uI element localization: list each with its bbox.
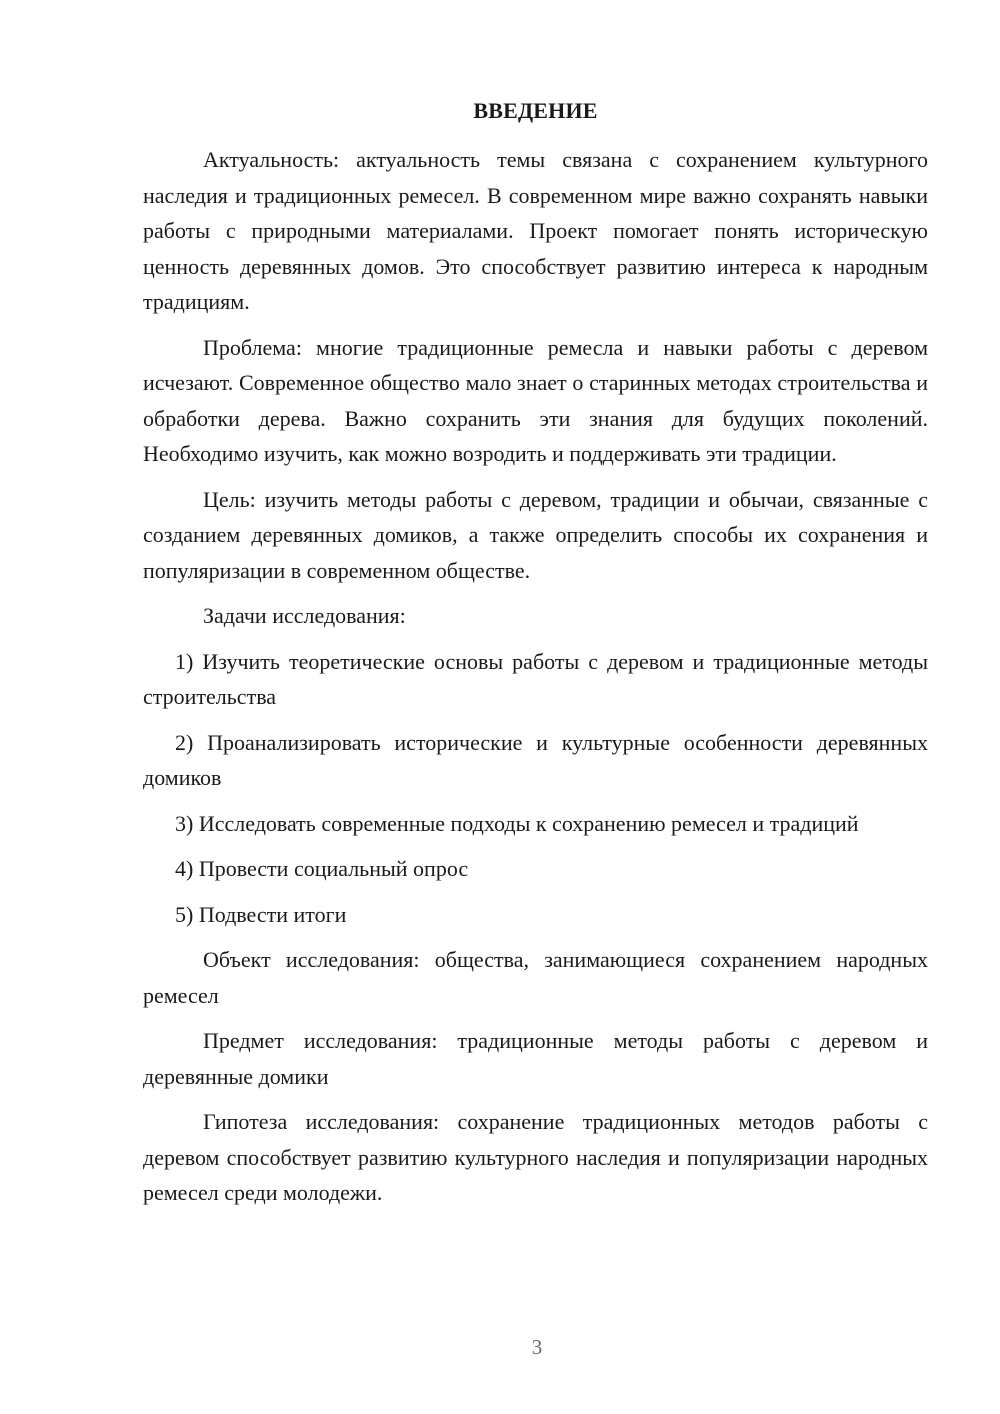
task-item-4: 4) Провести социальный опрос <box>175 856 469 881</box>
paragraph-hypothesis: Гипотеза исследования: сохранение традиционных методов работы с деревом способствует развитию культурного наследия и популяризации народных ремесел среди молодежи. <box>143 1109 928 1205</box>
task-item-1: 1) Изучить теоретические основы работы с деревом и традиционные методы строительства <box>143 648 928 709</box>
page-number <box>143 1333 928 1361</box>
page-number-text: 3 <box>531 1335 543 1359</box>
task-item-3: 3) Исследовать современные подходы к сохранению ремесел и традиций <box>175 810 859 836</box>
paragraph-problem: Проблема: многие традиционные ремесла и навыки работы с деревом исчезают. Современное общество мало знает о старинных методах строительства и обработки дерева. Важно сохранить эти знания для будущих поколений. Необходимо изучить, как можно возродить и поддерживать эти традиции. <box>143 334 928 466</box>
section-title: ВВЕДЕНИЕ <box>473 98 598 123</box>
paragraph-object: Объект исследования: общества, занимающиеся сохранением народных ремесел <box>143 947 928 1008</box>
task-item-2: 2) Проанализировать исторические и культурные особенности деревянных домиков <box>143 729 928 790</box>
paragraph-relevance: Актуальность: актуальность темы связана с сохранением культурного наследия и традиционных ремесел. В современном мире важно сохранять навыки работы с природными материалами. Проект помогает понять историческую ценность деревянных домов. Это способствует развитию интереса к народным традициям. <box>143 147 928 314</box>
document-page <box>143 0 928 1414</box>
task-item-5: 5) Подвести итоги <box>175 901 347 927</box>
paragraph-tasks-heading: Задачи исследования: <box>203 603 406 628</box>
paragraph-subject: Предмет исследования: традиционные методы работы с деревом и деревянные домики <box>143 1028 928 1089</box>
paragraph-goal: Цель: изучить методы работы с деревом, традиции и обычаи, связанные с созданием деревянных домиков, а также определить способы их сохранения и популяризации в современном обществе. <box>143 486 928 583</box>
document-body <box>143 142 928 1211</box>
